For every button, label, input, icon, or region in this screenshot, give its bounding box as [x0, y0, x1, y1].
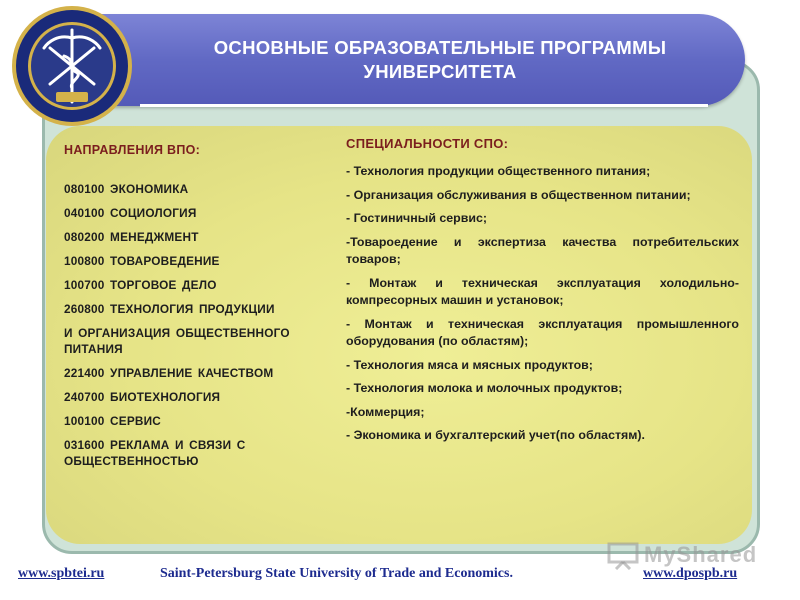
vpo-item: 100800 ТОВАРОВЕДЕНИЕ [64, 254, 220, 268]
vpo-item: 260800 ТЕХНОЛОГИЯ ПРОДУКЦИИ [64, 302, 275, 316]
page-title [150, 36, 730, 84]
vpo-item: 080200 МЕНЕДЖМЕНТ [64, 230, 199, 244]
title-line-1: ОСНОВНЫЕ ОБРАЗОВАТЕЛЬНЫЕ ПРОГРАММЫ [213, 37, 667, 58]
title-line-2: УНИВЕРСИТЕТА [363, 61, 517, 82]
spo-item: - Экономика и бухгалтерский учет(по областям). [346, 428, 646, 442]
spo-item: -Коммерция; [346, 404, 425, 419]
footer [0, 560, 800, 590]
vpo-item: 080100 ЭКОНОМИКА [64, 182, 189, 196]
university-name: Saint-Petersburg State University of Trade and Economics. [160, 566, 513, 581]
spo-section [346, 136, 739, 451]
watermark-text: MyShared [644, 542, 758, 567]
vpo-item: 031600 РЕКЛАМА И СВЯЗИ С ОБЩЕСТВЕННОСТЬЮ [64, 438, 246, 468]
vpo-item: 240700 БИОТЕХНОЛОГИЯ [64, 390, 221, 404]
university-emblem-icon [10, 4, 134, 128]
vpo-item: 040100 СОЦИОЛОГИЯ [64, 206, 197, 220]
spo-heading: СПЕЦИАЛЬНОСТИ СПО: [346, 136, 509, 151]
spo-item: -Товароедение и экспертиза качества потребительских товаров; [346, 234, 739, 266]
spo-item: - Гостиничный сервис; [346, 211, 487, 225]
spo-item: - Технология продукции общественного питания; [346, 164, 651, 178]
spbtei-link[interactable]: www.spbtei.ru [18, 566, 105, 581]
title-underline [140, 104, 708, 107]
vpo-heading: НАПРАВЛЕНИЯ ВПО: [64, 143, 201, 157]
vpo-section [64, 143, 340, 477]
spo-item: - Организация обслуживания в общественном питании; [346, 187, 691, 202]
spo-item: - Технология мяса и мясных продуктов; [346, 357, 593, 372]
vpo-item: 100700 ТОРГОВОЕ ДЕЛО [64, 278, 217, 292]
vpo-item: 221400 УПРАВЛЕНИЕ КАЧЕСТВОМ [64, 366, 274, 380]
spo-item: - Монтаж и техническая эксплуатация холодильно-компресорных машин и установок; [346, 275, 739, 307]
vpo-item: И ОРГАНИЗАЦИЯ ОБЩЕСТВЕННОГО ПИТАНИЯ [64, 326, 290, 356]
spo-item: - Монтаж и техническая эксплуатация промышленного оборудования (по областям); [346, 316, 739, 348]
spo-item: - Технология молока и молочных продуктов; [346, 381, 623, 395]
dpospb-link[interactable]: www.dpospb.ru [643, 566, 738, 581]
vpo-item: 100100 СЕРВИС [64, 414, 162, 428]
